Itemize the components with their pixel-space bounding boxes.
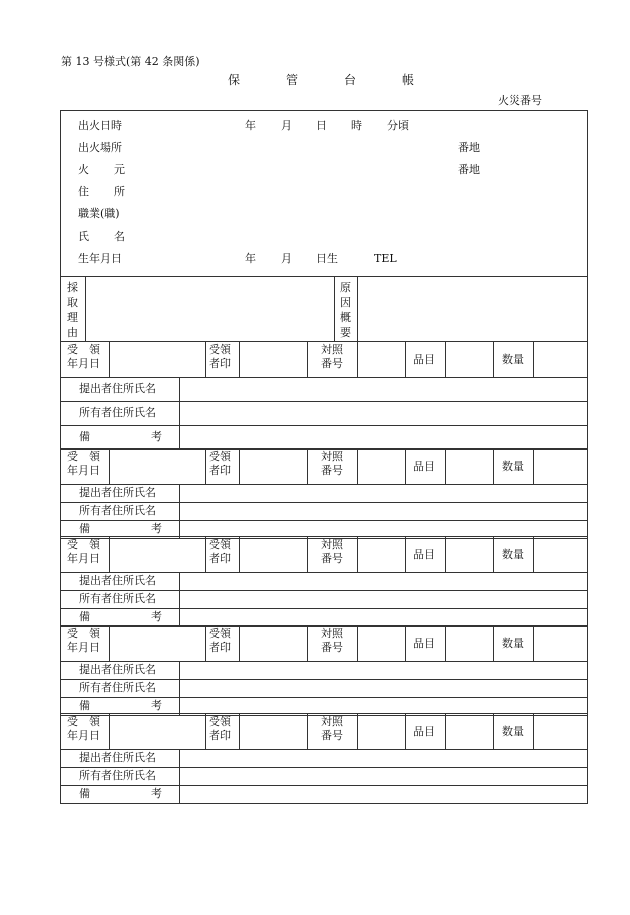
title-char-4: 帳 xyxy=(402,73,415,87)
quantity-label: 数量 xyxy=(502,725,524,738)
record-block xyxy=(60,713,588,804)
address-label-1: 住 xyxy=(78,185,89,198)
quantity-label: 数量 xyxy=(502,353,524,366)
birth-month: 月 xyxy=(281,252,292,265)
remarks-label: 考 xyxy=(151,522,162,535)
receiver-seal-label: 受領 xyxy=(209,450,231,463)
ref-number-label: 対照 xyxy=(321,627,343,640)
remarks-label: 考 xyxy=(151,787,162,800)
ref-number-label: 対照 xyxy=(321,343,343,356)
collect-reason-label: 採取理由 xyxy=(67,281,78,339)
item-label: 品目 xyxy=(413,637,435,650)
remarks-label: 備 xyxy=(79,522,90,535)
location-label: 出火場所 xyxy=(78,141,122,154)
receiver-seal-label: 者印 xyxy=(209,641,231,654)
item-label: 品目 xyxy=(413,725,435,738)
item-label: 品目 xyxy=(413,460,435,473)
receiver-seal-label: 者印 xyxy=(209,357,231,370)
owner-label: 所有者住所氏名 xyxy=(79,681,156,694)
reason-section xyxy=(60,276,588,342)
receiver-seal-label: 受領 xyxy=(209,627,231,640)
birth-label: 生年月日 xyxy=(78,252,122,265)
datetime-day: 日 xyxy=(316,119,327,132)
datetime-year: 年 xyxy=(245,119,256,132)
quantity-label: 数量 xyxy=(502,548,524,561)
receipt-date-label: 受 領 xyxy=(67,450,100,463)
receiver-seal-label: 受領 xyxy=(209,343,231,356)
datetime-month: 月 xyxy=(281,119,292,132)
receipt-date-label: 年月日 xyxy=(67,357,100,370)
record-block xyxy=(60,536,588,627)
ref-number-label: 番号 xyxy=(321,357,343,370)
birth-day: 日生 xyxy=(316,252,338,265)
quantity-label: 数量 xyxy=(502,460,524,473)
receiver-seal-label: 受領 xyxy=(209,538,231,551)
remarks-label: 備 xyxy=(79,787,90,800)
receiver-seal-label: 者印 xyxy=(209,729,231,742)
title-char-1: 保 xyxy=(228,73,241,87)
remarks-label: 考 xyxy=(151,610,162,623)
submitter-label: 提出者住所氏名 xyxy=(79,382,156,395)
name-label-2: 名 xyxy=(114,230,125,243)
owner-label: 所有者住所氏名 xyxy=(79,592,156,605)
receipt-date-label: 受 領 xyxy=(67,627,100,640)
receipt-date-label: 受 領 xyxy=(67,343,100,356)
receipt-date-label: 受 領 xyxy=(67,715,100,728)
datetime-minute: 分頃 xyxy=(387,119,409,132)
address-label-2: 所 xyxy=(114,185,125,198)
origin-banchi: 番地 xyxy=(458,163,480,176)
remarks-label: 考 xyxy=(151,430,162,443)
receiver-seal-label: 者印 xyxy=(209,464,231,477)
origin-label-1: 火 xyxy=(78,163,89,176)
submitter-label: 提出者住所氏名 xyxy=(79,663,156,676)
quantity-label: 数量 xyxy=(502,637,524,650)
title-char-2: 管 xyxy=(286,73,299,87)
receipt-date-label: 受 領 xyxy=(67,538,100,551)
remarks-label: 考 xyxy=(151,699,162,712)
tel-label: TEL xyxy=(374,252,397,265)
submitter-label: 提出者住所氏名 xyxy=(79,751,156,764)
remarks-label: 備 xyxy=(79,699,90,712)
item-label: 品目 xyxy=(413,548,435,561)
ref-number-label: 番号 xyxy=(321,641,343,654)
record-block xyxy=(60,448,588,539)
ref-number-label: 番号 xyxy=(321,464,343,477)
title-char-3: 台 xyxy=(344,73,357,87)
record-block xyxy=(60,625,588,716)
summary-label: 原因概要 xyxy=(340,281,351,339)
ref-number-label: 番号 xyxy=(321,729,343,742)
receipt-date-label: 年月日 xyxy=(67,552,100,565)
fire-number-label: 火災番号 xyxy=(498,94,542,107)
ref-number-label: 対照 xyxy=(321,450,343,463)
item-label: 品目 xyxy=(413,353,435,366)
owner-label: 所有者住所氏名 xyxy=(79,504,156,517)
owner-label: 所有者住所氏名 xyxy=(79,406,156,419)
occupation-label: 職業(職) xyxy=(78,207,120,220)
record-block xyxy=(60,341,588,450)
ref-number-label: 対照 xyxy=(321,538,343,551)
submitter-label: 提出者住所氏名 xyxy=(79,574,156,587)
remarks-label: 備 xyxy=(79,610,90,623)
receipt-date-label: 年月日 xyxy=(67,729,100,742)
birth-year: 年 xyxy=(245,252,256,265)
origin-label-2: 元 xyxy=(114,163,125,176)
submitter-label: 提出者住所氏名 xyxy=(79,486,156,499)
owner-label: 所有者住所氏名 xyxy=(79,769,156,782)
info-section xyxy=(60,110,588,277)
location-banchi: 番地 xyxy=(458,141,480,154)
receipt-date-label: 年月日 xyxy=(67,641,100,654)
ref-number-label: 対照 xyxy=(321,715,343,728)
ref-number-label: 番号 xyxy=(321,552,343,565)
receiver-seal-label: 受領 xyxy=(209,715,231,728)
form-number: 第 13 号様式(第 42 条関係) xyxy=(61,55,200,68)
receipt-date-label: 年月日 xyxy=(67,464,100,477)
datetime-label: 出火日時 xyxy=(78,119,122,132)
remarks-label: 備 xyxy=(79,430,90,443)
datetime-hour: 時 xyxy=(351,119,362,132)
name-label-1: 氏 xyxy=(78,230,89,243)
receiver-seal-label: 者印 xyxy=(209,552,231,565)
